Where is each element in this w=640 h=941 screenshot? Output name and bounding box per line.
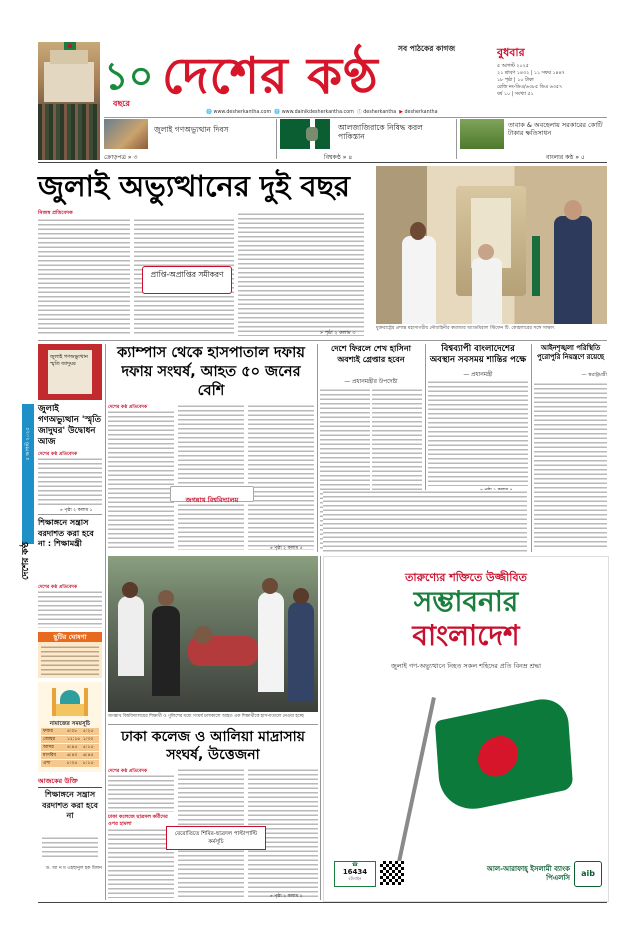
ad-top-text: তারুণ্যের শক্তিতে উজ্জীবিত	[405, 571, 527, 584]
clash-badge: জগন্নাথ বিশ্ববিদ্যালয়	[170, 486, 254, 502]
lead-quote-text: প্রাপ্তি-অপ্রাপ্তির সমীকরণ	[150, 270, 224, 279]
quote-text: শিক্ষাঙ্গনে সন্ত্রাস বরদাশত করা হবে না	[42, 790, 98, 820]
teaser-1-text: জুলাই গণঅভ্যুত্থান দিবস	[154, 125, 229, 134]
tagline: সব পাঠকের কাগজ	[398, 44, 456, 53]
holiday-title: ছুটির ঘোষণা	[38, 632, 102, 642]
law-body	[534, 382, 607, 550]
lead-byline: নিজস্ব প্রতিবেদক	[38, 210, 73, 216]
dhaka-continue[interactable]: » পৃষ্ঠা ২ কলাম ২	[270, 894, 303, 899]
teaser-3[interactable]	[460, 119, 608, 161]
lead-body-col-3	[238, 212, 364, 336]
clash-photo-caption: জগন্নাথ বিশ্ববিদ্যালয়ের শিক্ষার্থী ও পুলিশের মধ্যে সংঘর্ষ চলাকালে আহত এক শিক্ষার্থীকে হাসপাতালে নেওয়া হচ্ছে	[108, 714, 304, 719]
prayer-row: মাগরিব ৬:৪০ ৬:৪৫	[41, 752, 99, 759]
youtube-icon: ▶	[399, 110, 403, 115]
world-body-lower	[323, 490, 527, 552]
teaser-3-ref: বাংলার কণ্ঠ » ৫	[546, 154, 585, 161]
teaser-2-text: আলজাজিরাকে নিষিদ্ধ করল পাকিস্তান	[338, 123, 423, 141]
quote-author: ড. আ ন ম এহছানুল হক মিলন	[45, 866, 102, 871]
prayer-title: নামাজের সময়সূচি	[49, 721, 91, 727]
ad-hotline-box[interactable]	[334, 861, 376, 887]
bank-logo-icon: aib	[574, 861, 602, 887]
sidebar-headline-2[interactable]: শিক্ষাঙ্গনে সন্ত্রাস বরদাশত করা হবে না : শিক্ষামন্ত্রী	[38, 518, 94, 548]
anniversary-word: বছরে	[113, 99, 130, 108]
clash-continue[interactable]: » পৃষ্ঠা ২ কলাম ৫	[270, 546, 303, 551]
date-line-2: ২১ শ্রাবণ ১৪৩২ | ১১ সফর ১৪৪৭	[497, 71, 565, 76]
flag-pole	[392, 697, 435, 884]
hotline-number: 16434	[342, 868, 368, 876]
prayer-box	[38, 682, 102, 772]
phone-icon: ☎	[351, 862, 359, 868]
teaser-1-thumb	[104, 119, 148, 149]
vertical-label: দেশের কণ্ঠ	[21, 542, 31, 580]
date-line-1: ৫ আগস্ট ২০২৫	[497, 64, 529, 69]
qr-code-icon	[380, 861, 404, 885]
teaser-1[interactable]	[104, 119, 272, 161]
day-label: বুধবার	[497, 46, 525, 59]
youtube-link[interactable]: desherkantha	[404, 110, 438, 115]
date-block	[497, 44, 607, 98]
lead-headline[interactable]: জুলাই অভ্যুত্থানের দুই বছর	[38, 169, 350, 203]
globe-icon: 🌐	[274, 110, 281, 115]
quote-title: আজকের উক্তি	[38, 777, 78, 785]
quote-of-day	[38, 776, 102, 896]
teaser-2-ref: বিশ্বকণ্ঠ » ৪	[324, 154, 353, 161]
dhaka-box-text: বেরোতিতে শিবির-ছাত্রদল পাল্টাপাল্টি কর্মসূচি	[174, 831, 258, 845]
hasina-headline[interactable]: দেশে ফিরলে শেখ হাসিনা অবশ্যই গ্রেপ্তার হবেন	[331, 344, 411, 364]
facebook-link[interactable]: desherkantha	[363, 110, 397, 115]
clash-photo	[108, 556, 318, 712]
dhaka-body-col-1b	[108, 828, 174, 898]
ad-big-1: সম্ভাবনার	[413, 585, 519, 618]
clash-byline: দেশের কণ্ঠ প্রতিবেদক	[108, 405, 148, 410]
sidebar-body-2	[38, 590, 102, 628]
sidebar-headline-1[interactable]: জুলাই গণঅভ্যুত্থান 'স্মৃতি জাদুঘর' উদ্বোধন আজ	[38, 404, 101, 447]
sidebar-book	[38, 344, 102, 400]
teaser-2-thumb	[280, 119, 330, 149]
dhaka-byline: দেশের কণ্ঠ প্রতিবেদক	[108, 769, 148, 774]
clash-body-col-2	[178, 404, 244, 550]
holiday-box	[38, 632, 102, 678]
clash-headline[interactable]: ক্যাম্পাস থেকে হাসপাতাল দফায় দফায় সংঘর্ষ, আহত ৫০ জনের বেশি	[117, 345, 305, 399]
lead-quote-box	[142, 266, 232, 294]
facebook-icon: ⓕ	[356, 110, 362, 115]
clash-body-col-1	[108, 410, 174, 550]
lead-continue[interactable]: » পৃষ্ঠা ২ কলাম ৩	[320, 330, 356, 336]
globe-icon: 🌐	[206, 110, 212, 115]
sidebar-byline-1: দেশের কণ্ঠ প্রতিবেদক	[38, 452, 78, 457]
mosque-icon	[52, 684, 88, 718]
law-sub: — স্বরাষ্ট্রমন্ত্রী	[581, 372, 607, 378]
photo-caption: যুক্তরাষ্ট্রের প্রশান্ত মহাসাগরীয় নৌবাহিনীর কমান্ডার অ্যাডমিরাল স্টিফেন টি. কোহলারের সঙ্গে সাক্ষাৎ	[376, 326, 555, 331]
web-links	[206, 108, 438, 115]
reg-number: রেজি নং-ডিএ/৬৩৮৫ ডিএ ৬৩৫৭	[497, 85, 563, 90]
dhaka-mini-head: ঢাকা কলেজে ছাত্রদল কর্মীদের ওপর হামলা	[108, 814, 168, 827]
dhaka-body-col-1	[108, 774, 174, 812]
prayer-row: আসর ৪:৪৫ ৫:১৫	[41, 744, 99, 751]
prayer-table	[41, 728, 99, 767]
ad-big-2: বাংলাদেশ	[412, 619, 520, 652]
law-headline[interactable]: আইনশৃঙ্খলা পরিস্থিতি পুরোপুরি নিয়ন্ত্রণে রয়েছে	[537, 344, 604, 361]
bank-name: আল-আরাফাহ্ ইসলামী ব্যাংক পিএলসি	[486, 865, 570, 882]
clash-body-col-3	[248, 404, 314, 550]
world-body	[428, 380, 528, 486]
bangladesh-flag	[435, 694, 573, 817]
lead-photo	[376, 166, 607, 324]
masthead-photo	[38, 42, 100, 160]
date-line-3: ১৮ পৃষ্ঠা | ১০ টাকা	[497, 78, 534, 83]
teaser-3-thumb	[460, 119, 504, 149]
website-link[interactable]: www.desherkantha.com	[213, 110, 272, 115]
prayer-row: ফজর ৪:০৮ ৫:২৫	[41, 728, 99, 735]
world-sub: — প্রধানমন্ত্রী	[463, 372, 493, 378]
prayer-row: এশা ৮:০৫ ৮:১৫	[41, 760, 99, 767]
dhaka-box	[166, 826, 266, 850]
masthead-title[interactable]: দেশের কণ্ঠ	[162, 47, 379, 105]
website-link-2[interactable]: www.dainikdesherkantha.com	[281, 110, 354, 115]
ad-subtitle: জুলাই গণ-অভ্যুত্থানে নিহত সকল শহিদের প্রতি বিনম্র শ্রদ্ধা	[390, 662, 542, 670]
lead-body-col-1	[38, 218, 130, 336]
world-headline[interactable]: বিশ্বব্যাপী বাংলাদেশের অবস্থান সবসময় শান্তির পক্ষে	[429, 344, 527, 365]
advertisement[interactable]	[323, 556, 609, 902]
vertical-date: ৫ আগস্ট ২০২৫	[25, 427, 31, 461]
teaser-2[interactable]	[280, 119, 452, 161]
hotline-label: হটলাইন	[348, 876, 362, 881]
sidebar-byline-2: দেশের কণ্ঠ প্রতিবেদক	[38, 585, 78, 590]
sidebar-continue-1[interactable]: » পৃষ্ঠা ২ কলাম ১	[60, 508, 93, 513]
sidebar-body-1	[38, 457, 102, 505]
hasina-sub: — প্রধানমন্ত্রীর উপদেষ্টা	[344, 379, 398, 385]
prayer-row: জোহর ১২:১৫ ১:৩০	[41, 736, 99, 743]
teaser-1-ref: ক্রোড়পত্র » ৩	[104, 154, 138, 161]
teaser-3-text: তাবাক & অবহেলায় সরকারের কোটি টাকার ক্ষতিসাধন	[508, 121, 603, 137]
book-title: জুলাই গণঅভ্যুত্থান স্মৃতি জাদুঘর	[50, 354, 88, 367]
anniversary-number: ১০	[104, 54, 154, 98]
dhaka-headline[interactable]: ঢাকা কলেজ ও আলিয়া মাদ্রাসায় সংঘর্ষ, উত্তেজনা	[121, 729, 305, 763]
volume-number: বর্ষ ১০ | সংখ্যা ৫১	[497, 92, 534, 97]
